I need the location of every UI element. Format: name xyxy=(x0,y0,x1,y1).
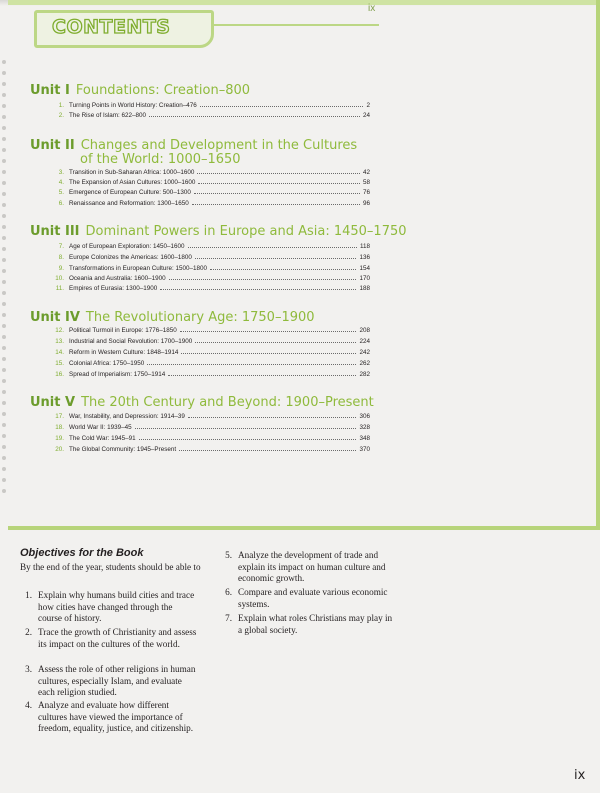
unit-title: The Revolutionary Age: 1750–1900 xyxy=(85,310,315,325)
leader-dots xyxy=(135,423,357,429)
leader-dots xyxy=(198,178,360,184)
toc-row[interactable] xyxy=(52,168,370,178)
chapter-page: 306 xyxy=(359,413,370,420)
chapter-number: 17. xyxy=(55,413,64,420)
page-title: CONTENTS xyxy=(52,16,171,38)
toc-row[interactable] xyxy=(52,434,370,444)
toc-row[interactable] xyxy=(52,359,370,369)
chapter-page: 58 xyxy=(362,179,370,186)
leader-dots xyxy=(194,188,360,194)
unit-title-continued: of the World: 1000–1650 xyxy=(80,152,241,167)
objective-number: 2. xyxy=(25,627,32,637)
toc-row[interactable] xyxy=(52,348,370,358)
unit-heading xyxy=(30,311,315,325)
leader-dots xyxy=(169,274,357,280)
unit-title: The 20th Century and Beyond: 1900–Present xyxy=(81,395,374,410)
chapter-page: 188 xyxy=(359,285,370,292)
chapter-title: Turning Points in World History: Creation–476 xyxy=(69,102,197,109)
leader-dots xyxy=(180,326,357,332)
objective-number: 5. xyxy=(225,550,232,560)
unit-title: Changes and Development in the Cultures xyxy=(80,138,358,153)
chapter-page: 42 xyxy=(362,169,370,176)
chapter-number: 19. xyxy=(55,435,64,442)
chapter-title: Spread of Imperialism: 1750–1914 xyxy=(69,371,166,378)
chapter-title: Industrial and Social Revolution: 1700–1900 xyxy=(69,338,193,345)
chapter-title: The Rise of Islam: 622–800 xyxy=(69,112,147,119)
unit-heading xyxy=(30,396,374,410)
chapter-number: 16. xyxy=(55,371,64,378)
toc-row[interactable] xyxy=(52,199,370,209)
chapter-title: Political Turmoil in Europe: 1776–1850 xyxy=(69,327,177,334)
leader-dots xyxy=(168,370,356,376)
chapter-number: 18. xyxy=(55,424,64,431)
chapter-title: Age of European Exploration: 1450–1600 xyxy=(69,243,185,250)
leader-dots xyxy=(181,348,356,354)
unit-number: Unit II xyxy=(30,138,75,153)
chapter-page: 348 xyxy=(359,435,370,442)
chapter-title: War, Instability, and Depression: 1914–39 xyxy=(69,413,185,420)
objective-item xyxy=(212,587,397,610)
toc-row[interactable] xyxy=(52,101,370,111)
leader-dots xyxy=(195,253,357,259)
chapter-title: Colonial Africa: 1750–1950 xyxy=(69,360,145,367)
toc-row[interactable] xyxy=(52,264,370,274)
unit-heading xyxy=(30,139,357,167)
unit-number: Unit V xyxy=(30,395,76,410)
chapter-page: 262 xyxy=(359,360,370,367)
chapter-number: 1. xyxy=(58,102,64,109)
toc-row[interactable] xyxy=(52,111,370,121)
objective-text: Trace the growth of Christianity and assess its impact on the cultures of the world. xyxy=(38,627,197,649)
chapter-number: 10. xyxy=(55,275,64,282)
objectives-title: Objectives for the Book xyxy=(20,547,144,559)
chapter-number: 12. xyxy=(55,327,64,334)
toc-row[interactable] xyxy=(52,370,370,380)
toc-row[interactable] xyxy=(52,188,370,198)
leader-dots xyxy=(179,445,356,451)
toc-row[interactable] xyxy=(52,242,370,252)
chapter-page: 242 xyxy=(359,349,370,356)
objective-item xyxy=(212,550,397,585)
unit-heading xyxy=(30,84,250,98)
chapter-title: Empires of Eurasia: 1300–1900 xyxy=(69,285,158,292)
objective-number: 3. xyxy=(25,664,32,674)
toc-row[interactable] xyxy=(52,412,370,422)
chapter-page: 224 xyxy=(359,338,370,345)
leader-dots xyxy=(188,242,357,248)
chapter-number: 9. xyxy=(58,265,64,272)
chapter-number: 20. xyxy=(55,446,64,453)
chapter-page: 24 xyxy=(362,112,370,119)
objective-text: Explain what roles Christians may play in a global society. xyxy=(238,613,393,635)
leader-dots xyxy=(195,337,356,343)
unit-number: Unit III xyxy=(30,224,80,239)
chapter-title: Reform in Western Culture: 1848–1914 xyxy=(69,349,179,356)
objective-number: 6. xyxy=(225,587,232,597)
leader-dots xyxy=(160,284,356,290)
chapter-number: 13. xyxy=(55,338,64,345)
unit-heading xyxy=(30,225,407,239)
bottom-page-numeral: ix xyxy=(574,768,586,783)
toc-row[interactable] xyxy=(52,445,370,455)
leader-dots xyxy=(200,101,364,107)
chapter-page: 170 xyxy=(359,275,370,282)
chapter-title: Oceania and Australia: 1600–1900 xyxy=(69,275,166,282)
chapter-number: 15. xyxy=(55,360,64,367)
leader-dots xyxy=(139,434,357,440)
leader-dots xyxy=(192,199,360,205)
chapter-page: 154 xyxy=(359,265,370,272)
chapter-page: 76 xyxy=(362,189,370,196)
unit-title: Dominant Powers in Europe and Asia: 1450–1750 xyxy=(85,224,407,239)
toc-row[interactable] xyxy=(52,326,370,336)
objective-item xyxy=(212,613,397,636)
chapter-number: 14. xyxy=(55,349,64,356)
objective-number: 7. xyxy=(225,613,232,623)
chapter-title: Transition in Sub-Saharan Africa: 1000–1600 xyxy=(69,169,195,176)
toc-row[interactable] xyxy=(52,253,370,263)
objective-item xyxy=(12,590,197,625)
leader-dots xyxy=(197,168,360,174)
chapter-number: 11. xyxy=(55,285,64,292)
chapter-number: 2. xyxy=(58,112,64,119)
objective-item xyxy=(12,627,197,650)
toc-row[interactable] xyxy=(52,423,370,433)
leader-dots xyxy=(147,359,356,365)
objective-item xyxy=(12,664,197,699)
chapter-number: 6. xyxy=(58,200,64,207)
chapter-page: 2 xyxy=(366,102,370,109)
toc-row[interactable] xyxy=(52,274,370,284)
chapter-number: 7. xyxy=(58,243,64,250)
leader-dots xyxy=(210,264,356,270)
objective-text: Compare and evaluate various economic systems. xyxy=(238,587,388,609)
chapter-page: 118 xyxy=(359,243,370,250)
chapter-page: 328 xyxy=(359,424,370,431)
chapter-number: 4. xyxy=(58,179,64,186)
chapter-title: Emergence of European Culture: 500–1300 xyxy=(69,189,191,196)
objective-number: 4. xyxy=(25,700,32,710)
objectives-intro: By the end of the year, students should be able to xyxy=(20,562,201,572)
toc-row[interactable] xyxy=(52,178,370,188)
chapter-title: Europe Colonizes the Americas: 1600–1800 xyxy=(69,254,192,261)
chapter-title: The Expansion of Asian Cultures: 1000–1600 xyxy=(69,179,196,186)
chapter-title: World War II: 1939–45 xyxy=(69,424,132,431)
chapter-title: The Global Community: 1945–Present xyxy=(69,446,177,453)
chapter-title: Transformations in European Culture: 1500–1800 xyxy=(69,265,208,272)
objective-number: 1. xyxy=(25,590,32,600)
objective-text: Analyze and evaluate how different cultures have viewed the importance of freedom, equality, justice, and citizenship. xyxy=(38,700,194,734)
chapter-page: 208 xyxy=(359,327,370,334)
top-page-numeral: ix xyxy=(368,3,376,14)
chapter-title: Renaissance and Reformation: 1300–1650 xyxy=(69,200,189,207)
toc-row[interactable] xyxy=(52,337,370,347)
header-rule xyxy=(214,24,379,26)
chapter-number: 8. xyxy=(58,254,64,261)
unit-title: Foundations: Creation–800 xyxy=(75,83,251,98)
binding-holes xyxy=(2,60,8,500)
chapter-page: 282 xyxy=(359,371,370,378)
chapter-page: 136 xyxy=(359,254,370,261)
objective-text: Assess the role of other religions in human cultures, especially Islam, and evaluate each religion studied. xyxy=(38,664,196,698)
chapter-number: 3. xyxy=(58,169,64,176)
objective-text: Explain why humans build cities and trace how cities have changed through the course of history. xyxy=(38,590,195,624)
chapter-number: 5. xyxy=(58,189,64,196)
leader-dots xyxy=(149,111,360,117)
chapter-page: 370 xyxy=(359,446,370,453)
unit-number: Unit IV xyxy=(30,310,80,325)
objective-text: Analyze the development of trade and explain its impact on human culture and economic growth. xyxy=(238,550,386,584)
unit-number: Unit I xyxy=(30,83,70,98)
chapter-page: 96 xyxy=(362,200,370,207)
toc-row[interactable] xyxy=(52,284,370,294)
chapter-title: The Cold War: 1945–91 xyxy=(69,435,136,442)
objective-item xyxy=(12,700,197,735)
leader-dots xyxy=(188,412,357,418)
